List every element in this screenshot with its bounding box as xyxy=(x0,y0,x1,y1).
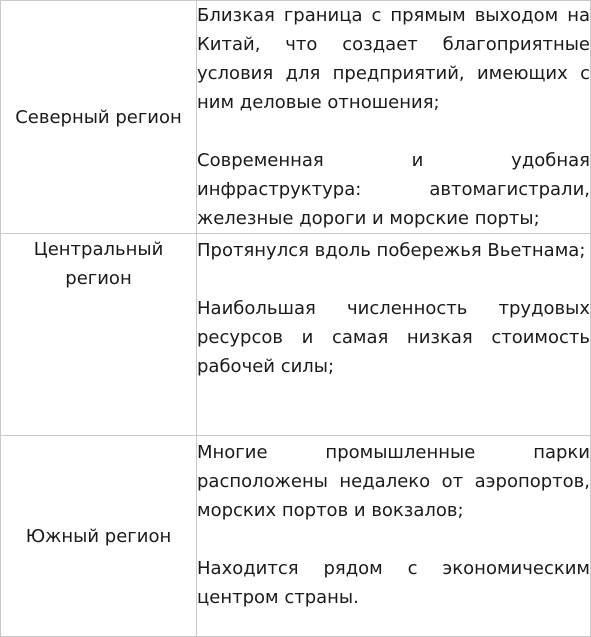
region-description-cell xyxy=(197,234,591,436)
region-description-cell xyxy=(197,436,591,637)
region-name-cell xyxy=(1,1,197,234)
region-name: Южный регион xyxy=(25,525,172,547)
description-paragraph: Многие промышленные парки расположены недалеко от аэропортов, морских портов и вокзалов; xyxy=(197,442,590,521)
region-name-cell xyxy=(1,234,197,436)
region-name: Центральный регион xyxy=(33,239,164,289)
table-row xyxy=(1,234,591,436)
region-name: Северный регион xyxy=(15,106,182,128)
description-paragraph: Современная и удобная инфраструктура: автомагистрали, железные дороги и морские порты; xyxy=(197,150,590,229)
description-paragraph: Находится рядом с экономическим центром страны. xyxy=(197,558,590,608)
region-description-cell xyxy=(197,1,591,234)
table-row xyxy=(1,1,591,234)
description-paragraph: Близкая граница с прямым выходом на Китай, что создает благоприятные условия для предприятий, имеющих с ним деловые отношения; xyxy=(197,5,590,113)
description-paragraph: Протянулся вдоль побережья Вьетнама; xyxy=(197,240,586,261)
description-paragraph: Наибольшая численность трудовых ресурсов и самая низкая стоимость рабочей силы; xyxy=(197,298,590,377)
table-row xyxy=(1,436,591,637)
region-name-cell xyxy=(1,436,197,637)
